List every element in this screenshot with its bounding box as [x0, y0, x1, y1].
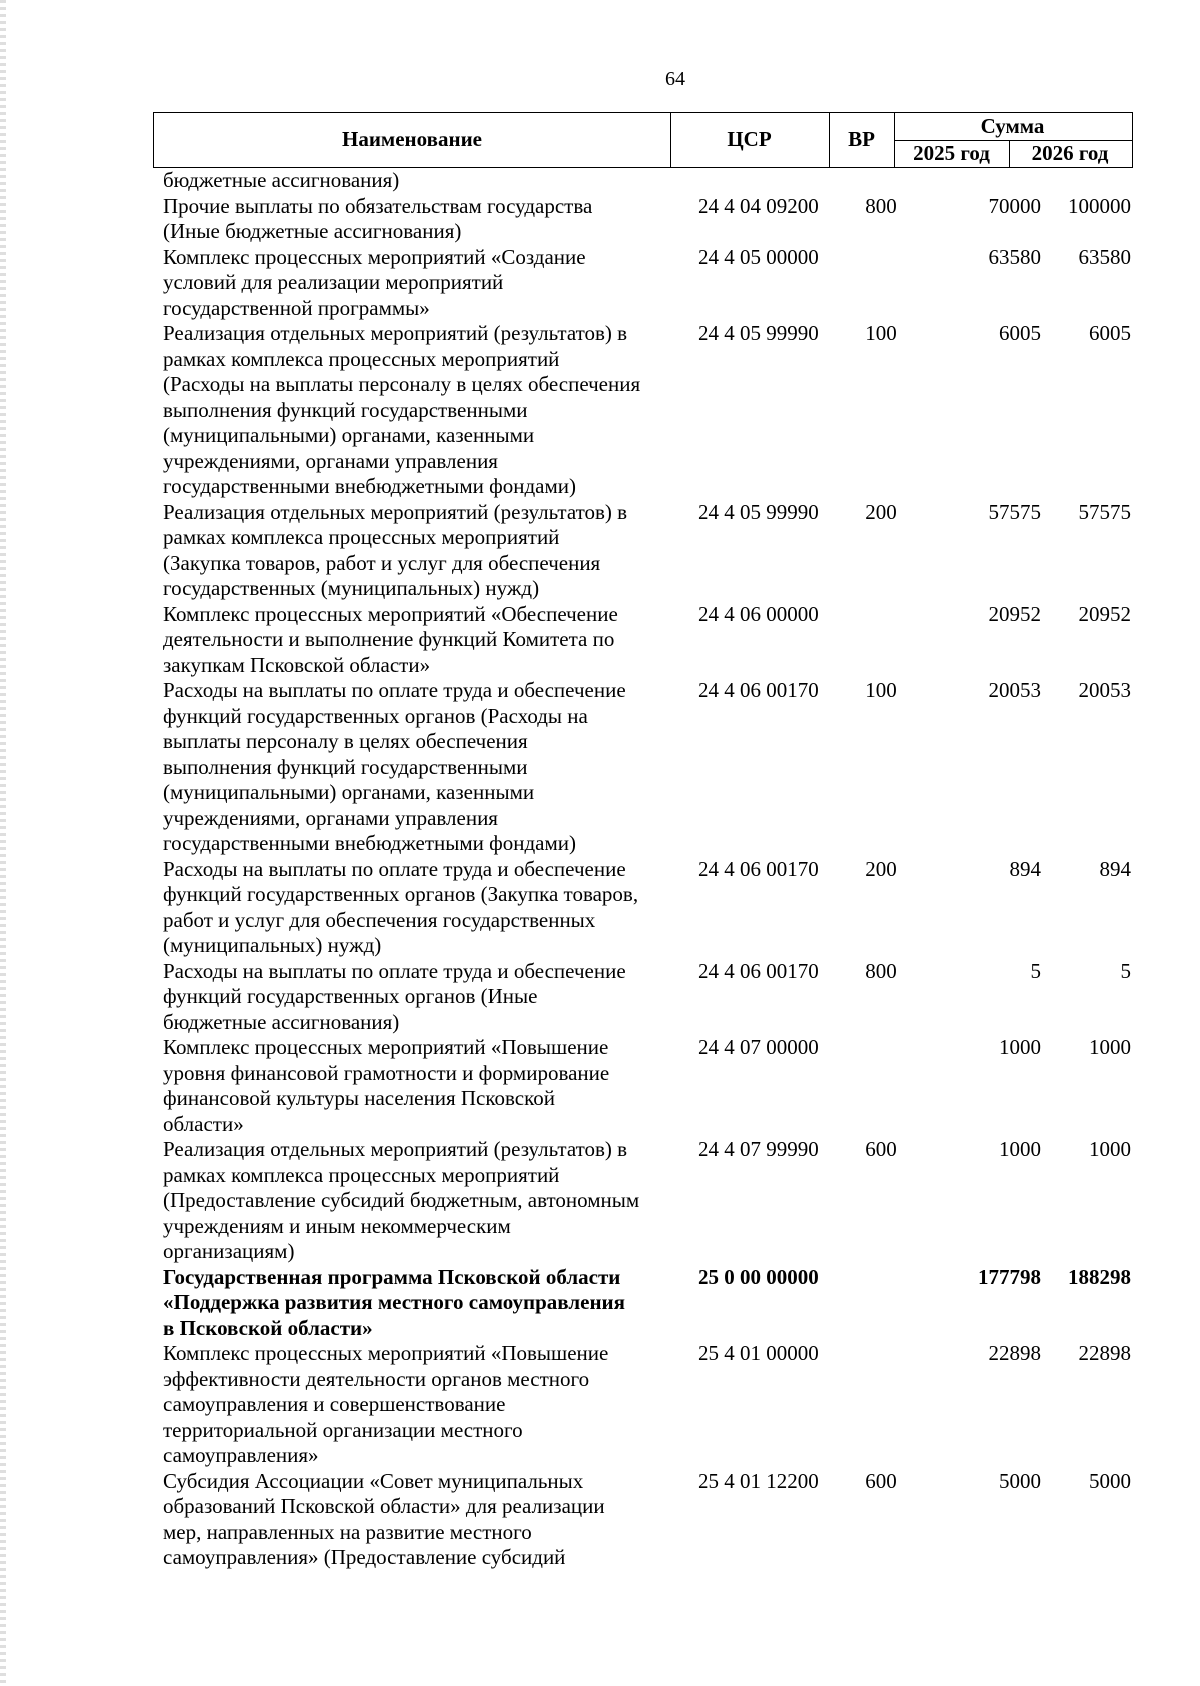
cell-2025: 70000: [988, 193, 1041, 218]
cell-2026: 20053: [1078, 678, 1131, 702]
table-row: [163, 321, 1133, 500]
cell-2025: 894: [1009, 856, 1041, 881]
cell-csr: 25 0 00 00000: [698, 1264, 819, 1289]
table-row: [163, 245, 1133, 322]
cell-name: Комплекс процессных мероприятий «Повышение уровня финансовой грамотности и формирование финансовой культуры населения Псковской области»: [163, 1035, 610, 1136]
table-row: [163, 1469, 1133, 1571]
cell-2026: 22898: [1078, 1341, 1131, 1365]
cell-name: Расходы на выплаты по оплате труда и обеспечение функций государственных органов (Закупка товаров, работ и услуг для обеспечения государственных (муниципальных) нужд): [163, 856, 639, 957]
header-sum: Сумма: [980, 114, 1045, 138]
cell-csr: 24 4 06 00170: [698, 678, 819, 702]
cell-vr: 100: [865, 321, 897, 345]
cell-vr: 600: [865, 1137, 897, 1161]
cell-2025: 1000: [999, 1035, 1041, 1059]
table-row: [163, 1265, 1133, 1342]
cell-name: Расходы на выплаты по оплате труда и обеспечение функций государственных органов (Расходы на выплаты персоналу в целях обеспечения выполнения функций государственными (муниципальными) органами, казенными учреждениями, органами управления государственными внебюджетными фондами): [163, 678, 626, 855]
cell-2026: 63580: [1078, 244, 1131, 269]
header-year-2026: 2026 год: [1031, 140, 1109, 165]
page-number: 64: [665, 68, 685, 90]
cell-2025: 5000: [999, 1468, 1041, 1493]
cell-name: Комплекс процессных мероприятий «Обеспечение деятельности и выполнение функций Комитета по закупкам Псковской области»: [163, 601, 618, 677]
table-row: [163, 1341, 1133, 1469]
scan-edge: [0, 0, 6, 1686]
header-year-2025: 2025 год: [913, 140, 990, 165]
cell-csr: 24 4 05 99990: [698, 321, 819, 345]
cell-2025: 177798: [978, 1264, 1041, 1289]
cell-2026: 6005: [1089, 321, 1131, 345]
cell-csr: 24 4 04 09200: [698, 193, 819, 218]
cell-2025: 20952: [988, 601, 1041, 626]
cell-name: Комплекс процессных мероприятий «Повышение эффективности деятельности органов местного самоуправления и совершенствование территориальной организации местного самоуправления»: [163, 1341, 609, 1467]
cell-vr: 100: [865, 678, 897, 702]
cell-csr: 24 4 07 00000: [698, 1035, 819, 1059]
cell-name: Расходы на выплаты по оплате труда и обеспечение функций государственных органов (Иные бюджетные ассигнования): [163, 958, 626, 1034]
cell-2025: 20053: [988, 678, 1041, 702]
cell-2026: 1000: [1089, 1137, 1131, 1161]
cell-name: бюджетные ассигнования): [163, 168, 400, 192]
cell-csr: 24 4 06 00000: [698, 601, 819, 626]
cell-name: Субсидия Ассоциации «Совет муниципальных образований Псковской области» для реализации мер, направленных на развитие местного самоуправления» (Предоставление субсидий: [163, 1468, 605, 1569]
cell-2026: 5000: [1089, 1468, 1131, 1493]
cell-vr: 800: [865, 958, 897, 983]
cell-name: Реализация отдельных мероприятий (результатов) в рамках комплекса процессных мероприятий (Предоставление субсидий бюджетным, автономным учреждениям и иным некоммерческим организациям): [163, 1137, 640, 1263]
cell-2026: 894: [1099, 856, 1131, 881]
cell-2025: 57575: [988, 499, 1041, 524]
cell-2025: 63580: [988, 244, 1041, 269]
table-row: [163, 857, 1133, 959]
cell-2026: 1000: [1089, 1035, 1131, 1059]
cell-2026: 5: [1120, 958, 1131, 983]
cell-2026: 20952: [1078, 601, 1131, 626]
cell-name: Реализация отдельных мероприятий (результатов) в рамках комплекса процессных мероприятий (Расходы на выплаты персоналу в целях обеспечения выполнения функций государственными (муниципальными) органами, казенными учреждениями, органами управления государственными внебюджетными фондами): [163, 321, 641, 498]
header-csr: ЦСР: [727, 127, 772, 151]
cell-2025: 6005: [999, 321, 1041, 345]
cell-2025: 5: [1030, 958, 1041, 983]
cell-csr: 24 4 06 00170: [698, 958, 819, 983]
cell-vr: 200: [865, 856, 897, 881]
cell-name: Государственная программа Псковской области «Поддержка развития местного самоуправления в Псковской области»: [163, 1264, 626, 1340]
cell-name: Реализация отдельных мероприятий (результатов) в рамках комплекса процессных мероприятий (Закупка товаров, работ и услуг для обеспечения государственных (муниципальных) нужд): [163, 499, 628, 600]
table-header: [153, 112, 1133, 168]
cell-csr: 24 4 05 99990: [698, 499, 819, 524]
table-row: [163, 678, 1133, 857]
table-row: [163, 1035, 1133, 1137]
cell-2026: 57575: [1078, 499, 1131, 524]
table-row: [163, 1137, 1133, 1265]
cell-csr: 24 4 06 00170: [698, 856, 819, 881]
cell-vr: 600: [865, 1468, 897, 1493]
cell-csr: 24 4 07 99990: [698, 1137, 819, 1161]
table-row: [163, 194, 1133, 245]
table-row: [163, 602, 1133, 679]
cell-vr: 200: [865, 499, 897, 524]
table-body: [163, 168, 1133, 1571]
cell-name: Прочие выплаты по обязательствам государства (Иные бюджетные ассигнования): [163, 193, 593, 243]
cell-2026: 188298: [1068, 1264, 1131, 1289]
cell-csr: 25 4 01 00000: [698, 1341, 819, 1365]
cell-name: Комплекс процессных мероприятий «Создание условий для реализации мероприятий государственной программы»: [163, 244, 586, 320]
table-row: [163, 959, 1133, 1036]
cell-2026: 100000: [1068, 193, 1131, 218]
cell-csr: 25 4 01 12200: [698, 1468, 819, 1493]
header-name: Наименование: [342, 127, 482, 151]
table-row: [163, 168, 1133, 194]
cell-2025: 22898: [988, 1341, 1041, 1365]
cell-2025: 1000: [999, 1137, 1041, 1161]
cell-vr: 800: [865, 193, 897, 218]
header-vr: ВР: [848, 127, 875, 151]
cell-csr: 24 4 05 00000: [698, 244, 819, 269]
table-row: [163, 500, 1133, 602]
